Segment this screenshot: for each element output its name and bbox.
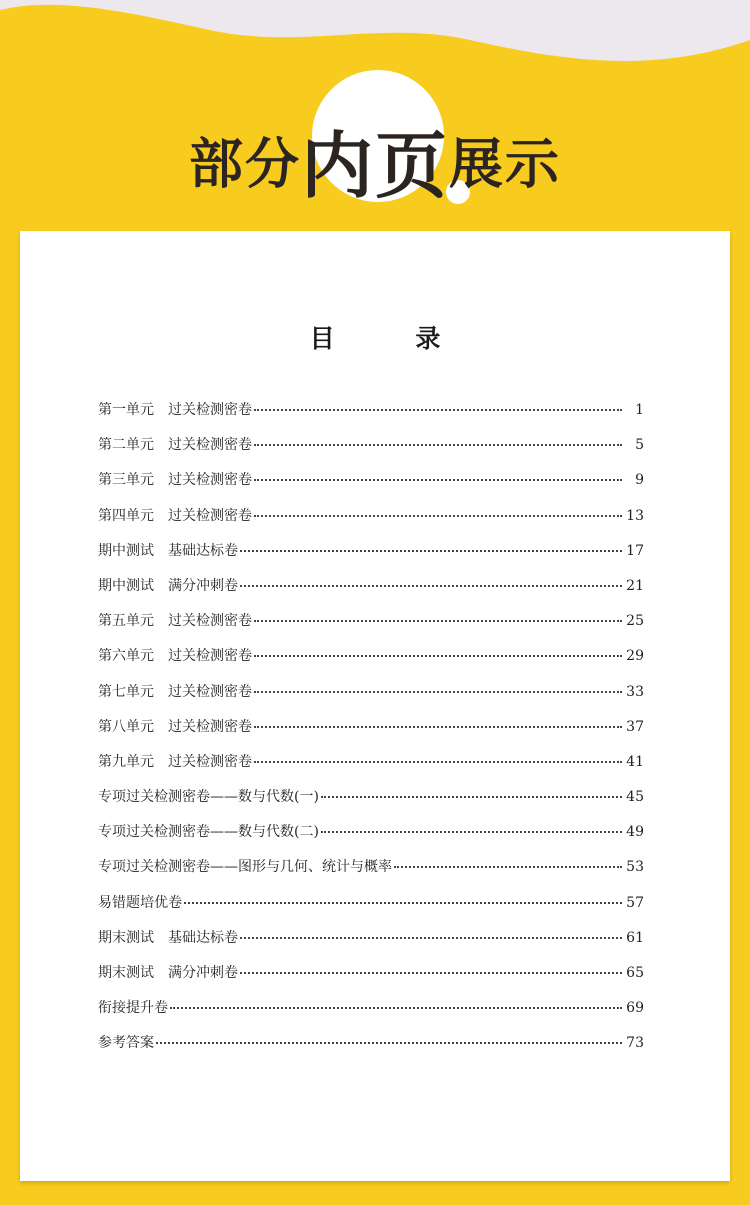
toc-row-page-number: 37 <box>626 718 644 735</box>
toc-row-label: 专项过关检测密卷——数与代数(一) <box>98 789 319 806</box>
toc-row-label: 易错题培优卷 <box>98 894 182 911</box>
toc-row-label: 第三单元 过关检测密卷 <box>98 472 252 489</box>
toc-row <box>98 645 644 680</box>
toc-row-page-number: 1 <box>635 402 644 418</box>
toc-row-label: 衔接提升卷 <box>98 1000 168 1017</box>
banner-title-part2: 内页 <box>300 124 449 208</box>
toc-row <box>98 856 644 891</box>
toc-row-page-number: 29 <box>626 648 644 665</box>
toc-row-page-number: 33 <box>626 683 644 700</box>
toc-row <box>98 540 644 575</box>
toc-row-label: 期末测试 满分冲刺卷 <box>98 965 238 981</box>
toc-row-label: 第七单元 过关检测密卷 <box>98 683 252 700</box>
toc-row-page-number: 57 <box>626 894 644 911</box>
toc-row-label: 期中测试 基础达标卷 <box>98 542 238 559</box>
toc-row-label: 第五单元 过关检测密卷 <box>98 613 252 630</box>
toc-row <box>98 892 644 927</box>
toc-row-page-number: 13 <box>626 507 644 524</box>
toc-list <box>98 399 644 1068</box>
toc-row-label: 第六单元 过关检测密卷 <box>98 648 252 665</box>
toc-row-leader-dots <box>240 549 622 552</box>
toc-row <box>98 505 644 540</box>
banner-title-part3: 展示 <box>449 132 561 196</box>
toc-row-page-number: 41 <box>626 753 644 770</box>
toc-row-leader-dots <box>184 901 622 904</box>
toc-row-label: 参考答案 <box>98 1035 154 1052</box>
toc-row-label: 第九单元 过关检测密卷 <box>98 753 252 770</box>
toc-row <box>98 1032 644 1067</box>
toc-row-page-number: 49 <box>626 824 644 841</box>
toc-row-label: 第二单元 过关检测密卷 <box>98 437 252 454</box>
toc-row-page-number: 25 <box>626 613 644 630</box>
toc-row <box>98 786 644 821</box>
toc-row <box>98 575 644 610</box>
toc-row <box>98 434 644 469</box>
banner-title-part1: 部分 <box>188 132 301 196</box>
toc-row-page-number: 9 <box>635 472 644 489</box>
toc-row-page-number: 5 <box>635 437 644 454</box>
toc-row-label: 专项过关检测密卷——图形与几何、统计与概率 <box>98 859 392 876</box>
toc-row-page-number: 21 <box>626 577 644 594</box>
toc-row-leader-dots <box>240 971 622 974</box>
toc-row-leader-dots <box>321 795 622 798</box>
toc-row-leader-dots <box>240 584 622 587</box>
toc-row-leader-dots <box>254 408 622 411</box>
toc-row <box>98 681 644 716</box>
toc-row-leader-dots <box>156 1041 622 1044</box>
toc-row-page-number: 65 <box>626 965 644 981</box>
toc-row-page-number: 45 <box>626 789 644 806</box>
toc-row-label: 期末测试 基础达标卷 <box>98 929 238 946</box>
toc-page <box>20 231 730 1181</box>
toc-row-leader-dots <box>254 443 622 446</box>
toc-row-leader-dots <box>254 654 622 657</box>
toc-row-leader-dots <box>321 830 622 833</box>
toc-row-leader-dots <box>170 1006 622 1009</box>
toc-row <box>98 751 644 786</box>
toc-row-leader-dots <box>254 514 622 517</box>
toc-row-label: 第四单元 过关检测密卷 <box>98 507 252 524</box>
toc-row <box>98 997 644 1032</box>
toc-row-label: 第一单元 过关检测密卷 <box>98 402 252 418</box>
toc-row-leader-dots <box>254 690 622 693</box>
toc-row-leader-dots <box>240 936 622 939</box>
toc-row-leader-dots <box>394 865 622 868</box>
toc-row-leader-dots <box>254 478 622 481</box>
toc-row-page-number: 53 <box>626 859 644 876</box>
toc-row-leader-dots <box>254 619 622 622</box>
toc-row <box>98 927 644 962</box>
toc-row <box>98 821 644 856</box>
toc-row <box>98 610 644 645</box>
toc-row <box>98 399 644 434</box>
toc-row-page-number: 73 <box>626 1035 644 1052</box>
toc-row-page-number: 69 <box>626 1000 644 1017</box>
toc-row-page-number: 17 <box>626 542 644 559</box>
toc-row <box>98 962 644 997</box>
toc-row-page-number: 61 <box>626 929 644 946</box>
banner-title <box>0 108 750 212</box>
toc-row-label: 第八单元 过关检测密卷 <box>98 718 252 735</box>
toc-row-leader-dots <box>254 760 622 763</box>
toc-row-label: 期中测试 满分冲刺卷 <box>98 577 238 594</box>
toc-row <box>98 469 644 504</box>
toc-row <box>98 716 644 751</box>
toc-row-label: 专项过关检测密卷——数与代数(二) <box>98 824 319 841</box>
toc-heading: 目 录 <box>309 324 477 353</box>
toc-row-leader-dots <box>254 725 622 728</box>
